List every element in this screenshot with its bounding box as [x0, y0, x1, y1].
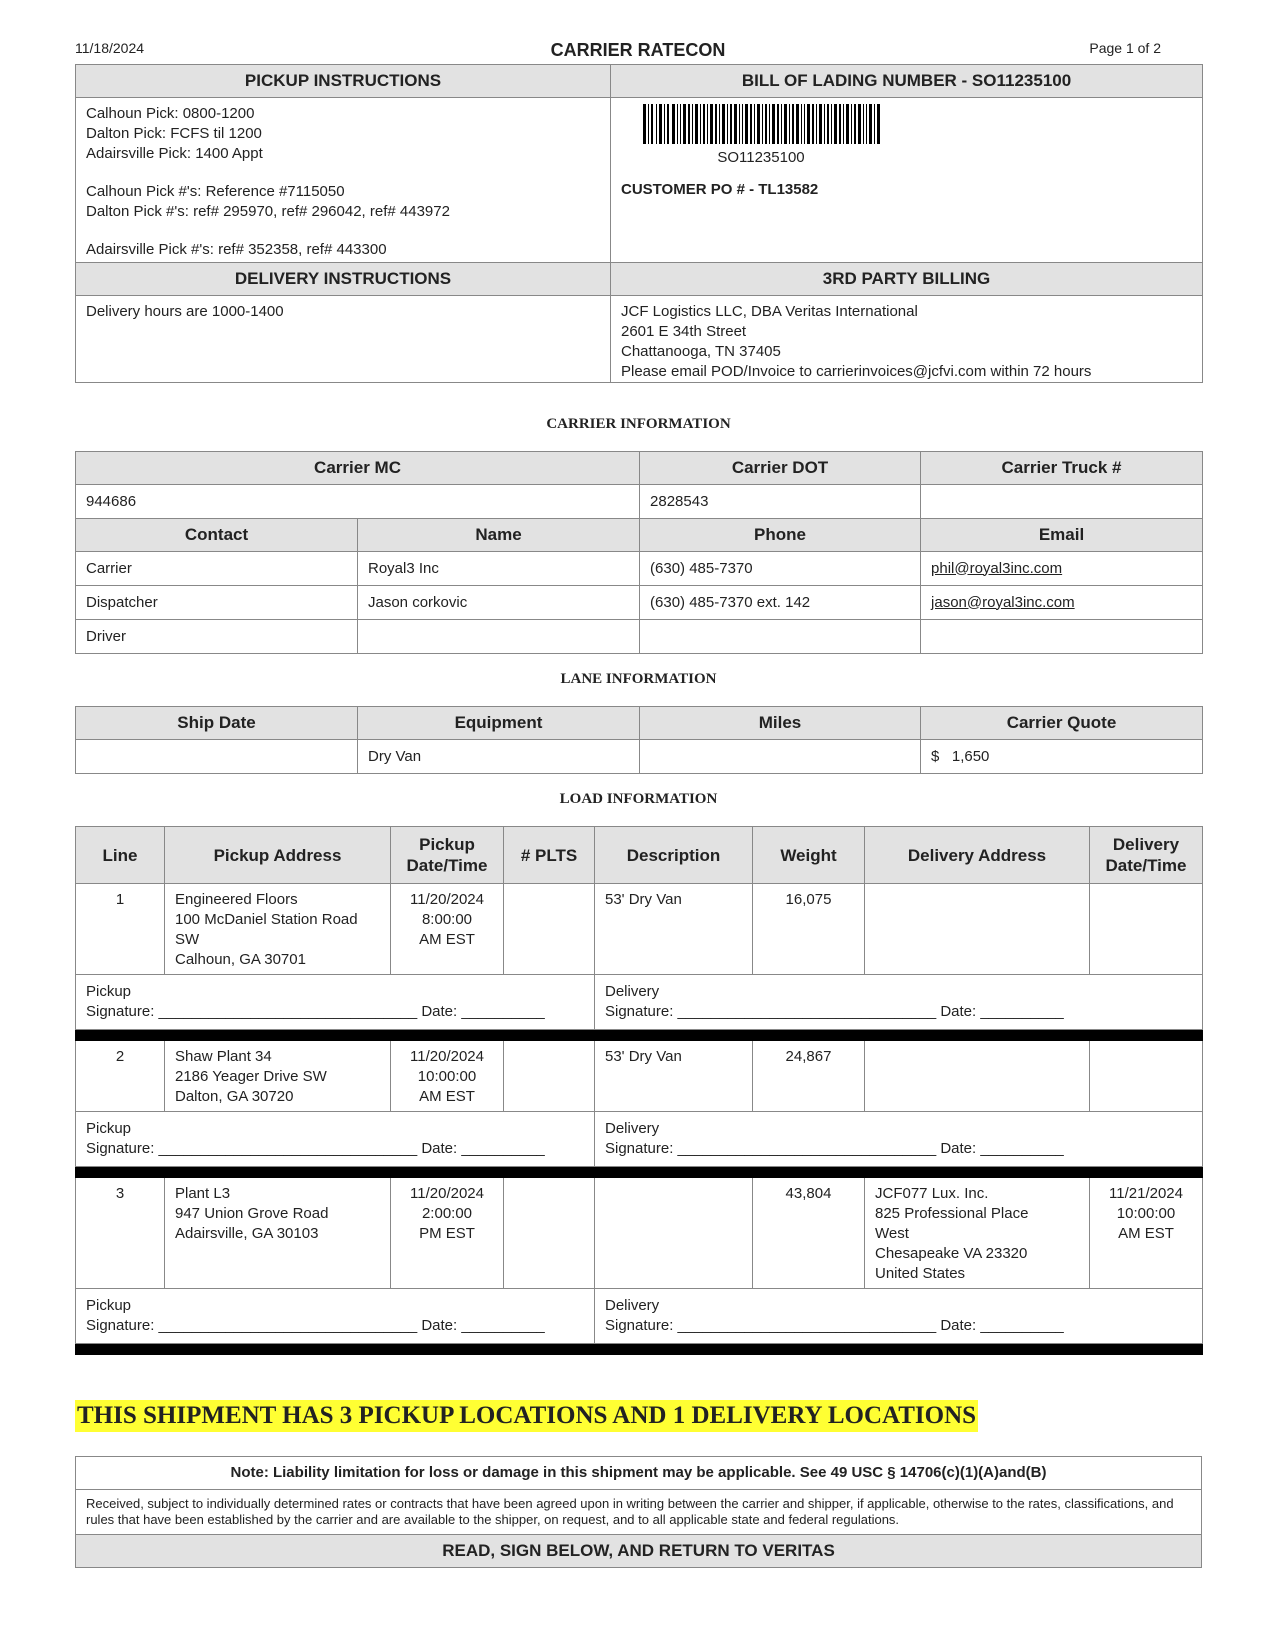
- lane-information-table: [75, 706, 1203, 774]
- carrier-quote-value: [921, 740, 1203, 774]
- contact-name: Jason corkovic: [358, 586, 640, 620]
- ship-date-header: Ship Date: [76, 707, 358, 740]
- miles-header: Miles: [640, 707, 921, 740]
- plts-value: [504, 1041, 595, 1112]
- pickup-signature-field[interactable]: [76, 975, 595, 1030]
- line-number: 2: [76, 1041, 165, 1112]
- description-value: 53' Dry Van: [595, 1041, 753, 1112]
- datetime-line: 11/20/2024: [410, 1185, 484, 1202]
- weight-value: 43,804: [753, 1178, 865, 1289]
- pickup-address: [165, 884, 391, 975]
- carrier-mc-value: 944686: [76, 485, 640, 519]
- contact-email: [921, 620, 1203, 654]
- description-value: 53' Dry Van: [595, 884, 753, 975]
- address-line: Dalton, GA 30720: [175, 1088, 294, 1105]
- signature-row: [76, 975, 1203, 1030]
- liability-note: Note: Liability limitation for loss or damage in this shipment may be applicable. See 49 USC § 14706(c)(1)(A)and(B): [76, 1457, 1202, 1490]
- pickup-line: Dalton Pick: FCFS til 1200: [86, 125, 262, 142]
- delivery-hours: Delivery hours are 1000-1400: [86, 303, 284, 320]
- shipment-summary-banner: THIS SHIPMENT HAS 3 PICKUP LOCATIONS AND 1 DELIVERY LOCATIONS: [75, 1400, 978, 1432]
- pickup-signature-label: Pickup: [86, 1297, 132, 1314]
- quote-currency: $: [931, 747, 940, 765]
- delivery-signature-label: Delivery: [605, 983, 660, 1000]
- delivery-address-column-header: Delivery Address: [865, 827, 1090, 884]
- address-line: Calhoun, GA 30701: [175, 951, 306, 968]
- billing-line: JCF Logistics LLC, DBA Veritas International: [621, 303, 918, 320]
- line-number: 3: [76, 1178, 165, 1289]
- description-value: [595, 1178, 753, 1289]
- ship-date-value: [76, 740, 358, 774]
- carrier-quote-header: Carrier Quote: [921, 707, 1203, 740]
- plts-value: [504, 884, 595, 975]
- load-information-title: LOAD INFORMATION: [559, 791, 718, 807]
- address-line: Adairsville, GA 30103: [175, 1225, 319, 1242]
- contact-email-link[interactable]: phil@royal3inc.com: [931, 559, 1063, 577]
- document-title: CARRIER RATECON: [550, 40, 726, 60]
- third-party-billing-heading: 3RD PARTY BILLING: [611, 263, 1203, 296]
- billing-line: Chattanooga, TN 37405: [621, 343, 781, 360]
- pickup-address: [165, 1041, 391, 1112]
- address-line: 2186 Yeager Drive SW: [175, 1068, 327, 1085]
- address-line: SW: [175, 931, 200, 948]
- signature-date-line: Signature: _______________________________ Date: __________: [605, 1140, 1064, 1157]
- contact-phone: (630) 485-7370 ext. 142: [640, 586, 921, 620]
- document-header: [75, 38, 1201, 64]
- pickup-signature-label: Pickup: [86, 983, 132, 1000]
- carrier-information-title: CARRIER INFORMATION: [546, 416, 731, 432]
- datetime-line: 10:00:00: [417, 1068, 477, 1085]
- pickup-datetime: [391, 884, 504, 975]
- phone-column-header: Phone: [640, 519, 921, 552]
- page-number: Page 1 of 2: [1089, 40, 1161, 56]
- pickup-address-column-header: Pickup Address: [165, 827, 391, 884]
- delivery-signature-label: Delivery: [605, 1297, 660, 1314]
- plts-value: [504, 1178, 595, 1289]
- contact-row: [76, 586, 1203, 620]
- terms-table: [75, 1456, 1202, 1568]
- address-line: Shaw Plant 34: [175, 1048, 272, 1065]
- signature-date-line: Signature: _______________________________ Date: __________: [86, 1140, 545, 1157]
- signature-date-line: Signature: _______________________________ Date: __________: [86, 1317, 545, 1334]
- datetime-line: 11/20/2024: [410, 891, 484, 908]
- signature-date-line: Signature: _______________________________ Date: __________: [86, 1003, 545, 1020]
- delivery-address: [865, 884, 1090, 975]
- contact-type: Driver: [76, 620, 358, 654]
- carrier-information-table: [75, 451, 1203, 654]
- pickup-instructions-body: [76, 98, 611, 263]
- third-party-billing-body: [611, 296, 1203, 383]
- barcode-image: [641, 104, 881, 144]
- carrier-mc-heading: Carrier MC: [76, 452, 640, 485]
- carrier-dot-value: 2828543: [640, 485, 921, 519]
- plts-column-header: # PLTS: [504, 827, 595, 884]
- delivery-datetime: [1090, 1178, 1203, 1289]
- row-separator: [76, 1030, 1203, 1041]
- datetime-line: AM EST: [1118, 1225, 1174, 1242]
- contact-phone: (630) 485-7370: [640, 552, 921, 586]
- load-information-table: [75, 826, 1203, 1355]
- miles-value: [640, 740, 921, 774]
- contact-row: [76, 620, 1203, 654]
- bol-body: [611, 98, 1203, 263]
- pickup-datetime: [391, 1041, 504, 1112]
- customer-po: CUSTOMER PO # - TL13582: [621, 181, 819, 198]
- weight-value: 16,075: [753, 884, 865, 975]
- delivery-address: [865, 1041, 1090, 1112]
- datetime-line: AM EST: [419, 931, 475, 948]
- address-line: Plant L3: [175, 1185, 231, 1202]
- contact-row: [76, 552, 1203, 586]
- datetime-line: AM EST: [419, 1088, 475, 1105]
- email-column-header: Email: [921, 519, 1203, 552]
- terms-fine-print: Received, subject to individually determined rates or contracts that have been agreed upon in writing between the carrier and shipper, if applicable, otherwise to the rates, classifications, and rules that have been established by the carrier and are available to the shipper, on request, and to all applicable state and federal regulations.: [76, 1490, 1202, 1535]
- delivery-signature-field[interactable]: [595, 1112, 1203, 1167]
- contact-column-header: Contact: [76, 519, 358, 552]
- address-line: West: [875, 1225, 909, 1242]
- contact-type: Carrier: [76, 552, 358, 586]
- address-line: 947 Union Grove Road: [175, 1205, 329, 1222]
- pickup-signature-field[interactable]: [76, 1289, 595, 1344]
- barcode-number: SO11235100: [717, 149, 805, 166]
- pickup-line: Calhoun Pick #'s: Reference #7115050: [86, 183, 345, 200]
- address-line: 100 McDaniel Station Road: [175, 911, 358, 928]
- datetime-line: 10:00:00: [1116, 1205, 1176, 1222]
- pickup-line: Adairsville Pick: 1400 Appt: [86, 145, 263, 162]
- line-column-header: Line: [76, 827, 165, 884]
- contact-email-link[interactable]: jason@royal3inc.com: [931, 593, 1075, 611]
- bol-heading: BILL OF LADING NUMBER - SO11235100: [611, 65, 1203, 98]
- load-row: [76, 884, 1203, 975]
- signature-date-line: Signature: _______________________________ Date: __________: [605, 1317, 1064, 1334]
- address-line: Chesapeake VA 23320: [875, 1245, 1028, 1262]
- datetime-line: 11/21/2024: [1109, 1185, 1183, 1202]
- instructions-table: [75, 64, 1203, 383]
- pickup-datetime-column-header: Pickup Date/Time: [391, 827, 504, 884]
- delivery-signature-field[interactable]: [595, 1289, 1203, 1344]
- carrier-dot-heading: Carrier DOT: [640, 452, 921, 485]
- quote-amount: 1,650: [951, 747, 990, 765]
- delivery-datetime-column-header: Delivery Date/Time: [1090, 827, 1203, 884]
- datetime-line: 11/20/2024: [410, 1048, 484, 1065]
- pickup-line: Dalton Pick #'s: ref# 295970, ref# 296042, ref# 443972: [86, 203, 450, 220]
- delivery-signature-field[interactable]: [595, 975, 1203, 1030]
- line-number: 1: [76, 884, 165, 975]
- pickup-signature-label: Pickup: [86, 1120, 132, 1137]
- signature-row: [76, 1112, 1203, 1167]
- name-column-header: Name: [358, 519, 640, 552]
- address-line: Engineered Floors: [175, 891, 298, 908]
- contact-name: Royal3 Inc: [358, 552, 640, 586]
- delivery-datetime: [1090, 884, 1203, 975]
- row-separator: [76, 1344, 1203, 1355]
- lane-information-title: LANE INFORMATION: [560, 671, 717, 687]
- pickup-instructions-heading: PICKUP INSTRUCTIONS: [76, 65, 611, 98]
- contact-phone: [640, 620, 921, 654]
- address-line: United States: [875, 1265, 966, 1282]
- carrier-truck-value: [921, 485, 1203, 519]
- carrier-truck-heading: Carrier Truck #: [921, 452, 1203, 485]
- pickup-line: Adairsville Pick #'s: ref# 352358, ref# 443300: [86, 241, 387, 258]
- delivery-instructions-body: [76, 296, 611, 383]
- weight-value: 24,867: [753, 1041, 865, 1112]
- address-line: JCF077 Lux. Inc.: [875, 1185, 989, 1202]
- datetime-line: 8:00:00: [421, 911, 473, 928]
- delivery-instructions-heading: DELIVERY INSTRUCTIONS: [76, 263, 611, 296]
- description-column-header: Description: [595, 827, 753, 884]
- contact-type: Dispatcher: [76, 586, 358, 620]
- load-row: [76, 1041, 1203, 1112]
- pickup-address: [165, 1178, 391, 1289]
- equipment-value: Dry Van: [358, 740, 640, 774]
- document-date: 11/18/2024: [75, 40, 145, 56]
- delivery-datetime: [1090, 1041, 1203, 1112]
- datetime-line: 2:00:00: [421, 1205, 473, 1222]
- weight-column-header: Weight: [753, 827, 865, 884]
- equipment-header: Equipment: [358, 707, 640, 740]
- delivery-address: [865, 1178, 1090, 1289]
- delivery-signature-label: Delivery: [605, 1120, 660, 1137]
- load-row: [76, 1178, 1203, 1289]
- billing-line: 2601 E 34th Street: [621, 323, 747, 340]
- signature-date-line: Signature: _______________________________ Date: __________: [605, 1003, 1064, 1020]
- sign-and-return-instruction: READ, SIGN BELOW, AND RETURN TO VERITAS: [76, 1535, 1202, 1568]
- address-line: 825 Professional Place: [875, 1205, 1029, 1222]
- signature-row: [76, 1289, 1203, 1344]
- billing-line: Please email POD/Invoice to carrierinvoices@jcfvi.com within 72 hours: [621, 363, 1092, 380]
- contact-name: [358, 620, 640, 654]
- pickup-line: Calhoun Pick: 0800-1200: [86, 105, 255, 122]
- row-separator: [76, 1167, 1203, 1178]
- datetime-line: PM EST: [419, 1225, 475, 1242]
- pickup-datetime: [391, 1178, 504, 1289]
- pickup-signature-field[interactable]: [76, 1112, 595, 1167]
